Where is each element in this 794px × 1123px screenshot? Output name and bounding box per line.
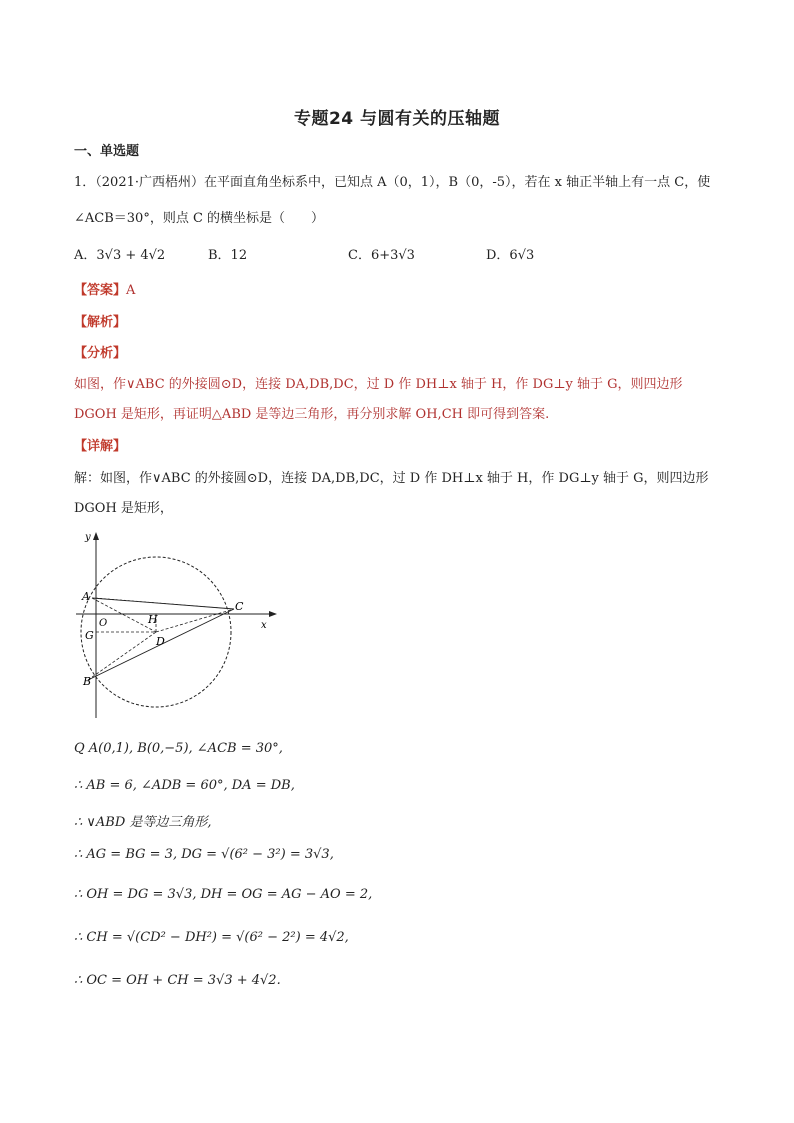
xiangjie-tag: 【详解】	[74, 439, 127, 454]
step-5: ∴ OH = DG = 3√3, DH = OG = AG − AO = 2,	[74, 887, 373, 902]
answer-tag: 【答案】	[74, 283, 127, 298]
question-text-line-2: ∠ACB＝30°，则点 C 的横坐标是（ ）	[74, 211, 325, 226]
analysis-line-2: DGOH 是矩形，再证明△ABD 是等边三角形，再分别求解 OH,CH 即可得到答案.	[74, 407, 550, 422]
jiexi-tag: 【解析】	[74, 315, 127, 330]
segment-dc	[156, 609, 234, 632]
geometry-figure	[68, 528, 288, 728]
option-b: B．12	[208, 248, 248, 263]
label-g: G	[85, 629, 94, 642]
detail-line-2: DGOH 是矩形，	[74, 501, 173, 516]
option-c: C．6+3√3	[348, 248, 415, 263]
label-b: B	[83, 675, 92, 688]
step-7: ∴ OC = OH + CH = 3√3 + 4√2.	[74, 973, 281, 988]
step-3: ∴ ∨ABD 是等边三角形,	[74, 815, 212, 830]
label-x: x	[261, 620, 267, 631]
step-4: ∴ AG = BG = 3, DG = √(6² − 3²) = 3√3,	[74, 847, 334, 862]
label-h: H	[148, 613, 158, 626]
step-1: Q A(0,1), B(0,−5), ∠ACB = 30°,	[74, 741, 283, 756]
fenxi-tag: 【分析】	[74, 346, 127, 361]
section-heading: 一、单选题	[74, 144, 140, 159]
label-a: A	[82, 590, 90, 603]
label-d: D	[156, 635, 165, 648]
option-a: A．3√3 + 4√2	[74, 248, 166, 263]
question-text-line-1: 1．（2021·广西梧州）在平面直角坐标系中，已知点 A（0，1），B（0，-5），若在 x 轴正半轴上有一点 C，使	[74, 175, 711, 190]
y-axis-arrow	[93, 532, 99, 540]
segment-db	[88, 632, 156, 680]
page-title: 专题24 与圆有关的压轴题	[293, 109, 501, 129]
option-d: D．6√3	[486, 248, 535, 263]
answer-value: A	[126, 283, 136, 298]
x-axis-arrow	[269, 611, 277, 617]
label-y: y	[85, 532, 91, 543]
step-6: ∴ CH = √(CD² − DH²) = √(6² − 2²) = 4√2,	[74, 930, 349, 945]
label-o: O	[99, 618, 108, 629]
detail-line-1: 解：如图，作∨ABC 的外接圆⊙D，连接 DA,DB,DC，过 D 作 DH⊥x 轴于 H，作 DG⊥y 轴于 G，则四边形	[74, 471, 709, 486]
answer-row	[74, 279, 135, 298]
label-c: C	[235, 600, 244, 613]
segment-ac-aux	[96, 598, 234, 609]
step-2: ∴ AB = 6, ∠ADB = 60°, DA = DB,	[74, 778, 295, 793]
analysis-line-1: 如图，作∨ABC 的外接圆⊙D，连接 DA,DB,DC，过 D 作 DH⊥x 轴于 H，作 DG⊥y 轴于 G，则四边形	[74, 377, 683, 392]
